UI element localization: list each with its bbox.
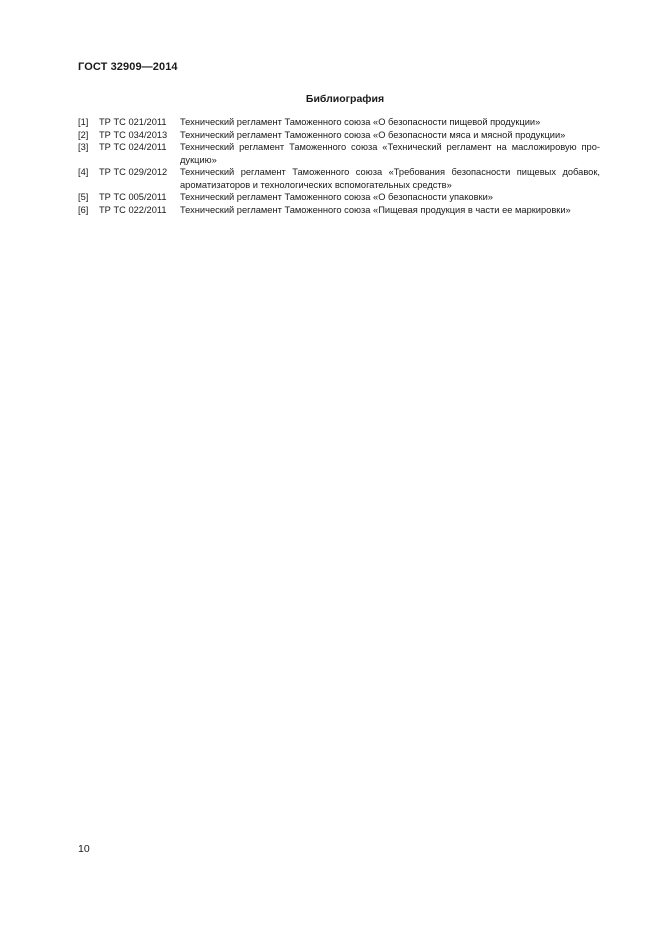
document-standard-header: ГОСТ 32909—2014 <box>78 61 178 73</box>
bibliography-title: Библиография <box>305 93 385 105</box>
entry-code: ТР ТС 024/2011 <box>99 142 167 152</box>
entry-text-line: дукцию» <box>180 154 217 165</box>
entry-number: [2] <box>78 129 89 140</box>
bibliography-entry <box>78 116 600 129</box>
entry-number: [3] <box>78 142 89 152</box>
bibliography-list <box>78 116 600 216</box>
entry-text-line: Технический регламент Таможенного союза «Требования безопасности пищевых добавок, <box>180 167 600 177</box>
entry-code: ТР ТС 022/2011 <box>99 204 167 215</box>
bibliography-entry <box>78 204 600 217</box>
entry-text-line: Технический регламент Таможенного союза «О безопасности упаковки» <box>180 192 493 202</box>
bibliography-entry <box>78 129 600 142</box>
entry-text <box>180 204 600 217</box>
entry-text-line: Технический регламент Таможенного союза «Технический регламент на масложировую про- <box>180 142 600 152</box>
bibliography-entry <box>78 191 600 204</box>
entry-number: [1] <box>78 117 89 127</box>
entry-text <box>180 141 600 166</box>
entry-text-line: Технический регламент Таможенного союза «О безопасности мяса и мясной продукции» <box>180 129 566 140</box>
entry-number: [5] <box>78 192 89 202</box>
entry-text <box>180 129 600 142</box>
entry-text-line: ароматизаторов и технологических вспомогательных средств» <box>180 179 452 190</box>
entry-text-line: Технический регламент Таможенного союза «О безопасности пищевой продукции» <box>180 117 541 127</box>
page-number: 10 <box>78 843 90 855</box>
entry-number: [6] <box>78 204 89 215</box>
entry-code: ТР ТС 029/2012 <box>99 167 168 177</box>
entry-code: ТР ТС 021/2011 <box>99 117 167 127</box>
bibliography-entry <box>78 166 600 191</box>
entry-number: [4] <box>78 167 89 177</box>
entry-text <box>180 116 600 129</box>
bibliography-entry <box>78 141 600 166</box>
entry-code: ТР ТС 005/2011 <box>99 192 167 202</box>
entry-text <box>180 191 600 204</box>
entry-code: ТР ТС 034/2013 <box>99 129 168 140</box>
entry-text <box>180 166 600 191</box>
entry-text-line: Технический регламент Таможенного союза «Пищевая продукция в части ее маркировки» <box>180 204 571 215</box>
